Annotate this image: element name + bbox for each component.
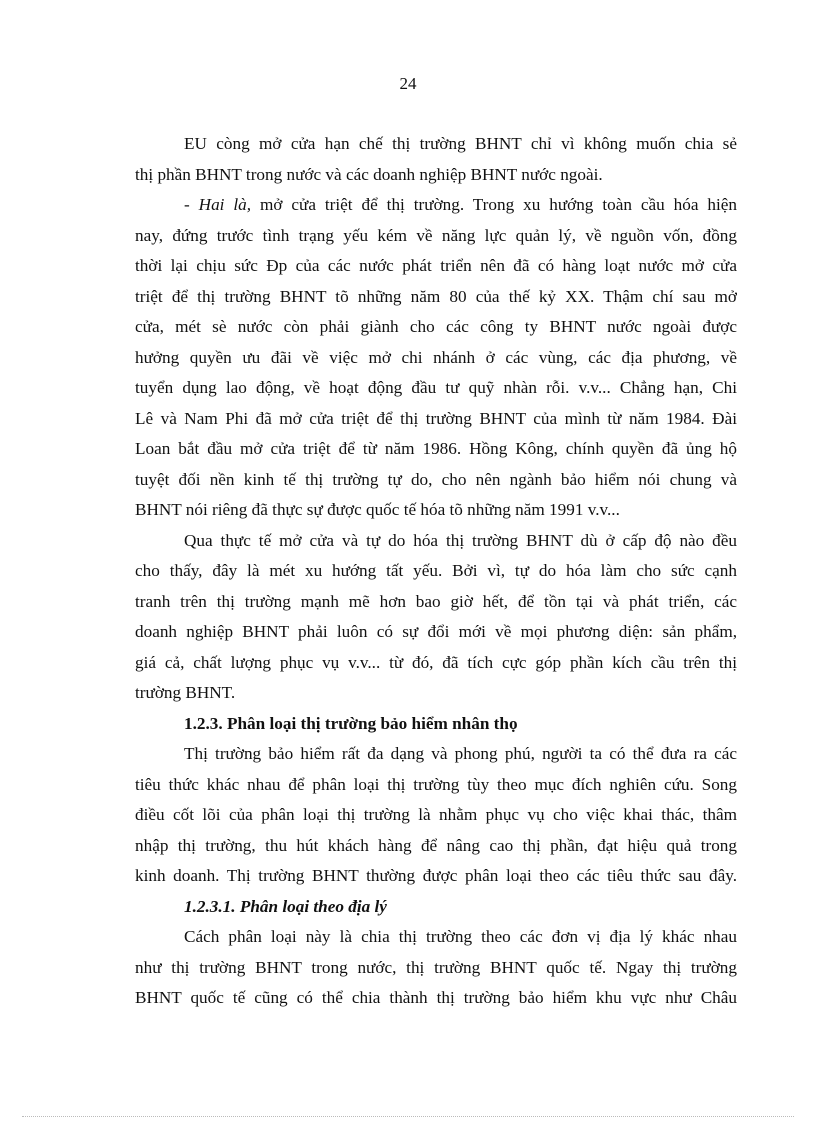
- paragraph-5-line-1: Cách phân loại này là chia thị trường theo các đơn vị địa lý khác nhau: [184, 927, 737, 946]
- paragraph-2-line-4: triệt để thị trường BHNT tõ những năm 80 của thế kỷ XX. Thậm chí sau mở: [135, 286, 737, 306]
- dash-prefix: -: [184, 195, 199, 214]
- section-heading-1-2-3-1: 1.2.3.1. Phân loại theo địa lý: [184, 896, 387, 916]
- paragraph-3-line-5: giá cả, chất lượng phục vụ v.v... từ đó, đã tích cực góp phần kích cầu trên thị: [135, 652, 737, 672]
- page-number: 24: [399, 74, 417, 93]
- paragraph-5-line-3: BHNT quốc tế cũng có thể chia thành thị trường bảo hiểm khu vực như Châu: [135, 988, 737, 1007]
- paragraph-2-line-1-rest: mở cửa triệt để thị trường. Trong xu hướng toàn cầu hóa hiện: [251, 195, 737, 214]
- page-body: [135, 129, 737, 1014]
- paragraph-2-line-9: Loan bắt đầu mở cửa triệt để từ năm 1986. Hồng Kông, chính quyền đã ủng hộ: [135, 439, 737, 458]
- paragraph-4-line-2: tiêu thức khác nhau để phân loại thị trường tùy theo mục đích nghiên cứu. Song: [135, 774, 737, 794]
- paragraph-2-line-2: nay, đứng trước tình trạng yếu kém về năng lực quản lý, về nguồn vốn, đồng: [135, 225, 737, 245]
- paragraph-3-line-4: doanh nghiệp BHNT phải luôn có sự đổi mới về mọi phương diện: sản phẩm,: [135, 622, 737, 641]
- paragraph-5-line-2: như thị trường BHNT trong nước, thị trường BHNT quốc tế. Ngay thị trường: [135, 957, 737, 977]
- paragraph-1-line-2: thị phần BHNT trong nước và các doanh nghiệp BHNT nước ngoài.: [135, 164, 603, 184]
- paragraph-4-line-4: nhập thị trường, thu hút khách hàng để nâng cao thị phần, đạt hiệu quả trong: [135, 835, 737, 855]
- paragraph-4-line-3: điều cốt lõi của phân loại thị trường là nhằm phục vụ cho việc khai thác, thâm: [135, 805, 737, 824]
- paragraph-3-line-1: Qua thực tế mở cửa và tự do hóa thị trường BHNT dù ở cấp độ nào đều: [184, 530, 737, 550]
- paragraph-2-line-5: cửa, mét sè nước còn phải giành cho các công ty BHNT nước ngoài được: [135, 317, 737, 336]
- paragraph-1-line-1: EU còng mở cửa hạn chế thị trường BHNT chỉ vì không muốn chia sẻ: [184, 134, 737, 153]
- paragraph-4-line-5: kinh doanh. Thị trường BHNT thường được phân loại theo các tiêu thức sau đây.: [135, 866, 737, 885]
- paragraph-2-line-7: tuyển dụng lao động, về hoạt động đầu tư quỹ nhàn rỗi. v.v... Chẳng hạn, Chi: [135, 378, 737, 397]
- paragraph-2-line-11: BHNT nói riêng đã thực sự được quốc tế hóa tõ những năm 1991 v.v...: [135, 500, 620, 519]
- paragraph-2-line-8: Lê và Nam Phi đã mở cửa triệt để thị trường BHNT của mình từ năm 1984. Đài: [135, 408, 737, 428]
- paragraph-3-line-6: trường BHNT.: [135, 683, 236, 702]
- paragraph-2-line-6: hưởng quyền ưu đãi về việc mở chi nhánh ở các vùng, các địa phương, về: [135, 347, 737, 367]
- section-heading-1-2-3: 1.2.3. Phân loại thị trường bảo hiểm nhân thọ: [184, 713, 518, 733]
- page-bottom-divider: [22, 1116, 794, 1117]
- paragraph-3-line-3: tranh trên thị trường mạnh mẽ hơn bao giờ hết, để tồn tại và phát triển, các: [135, 591, 737, 611]
- paragraph-3-line-2: cho thấy, đây là mét xu hướng tất yếu. Bởi vì, tự do hóa làm cho sức cạnh: [135, 561, 737, 580]
- paragraph-4-line-1: Thị trường bảo hiểm rất đa dạng và phong phú, người ta có thể đưa ra các: [184, 744, 737, 763]
- italic-phrase: Hai là,: [198, 195, 252, 214]
- paragraph-2-line-3: thời lại chịu sức Đp của các nước phát triển nên đã có hàng loạt nước mở cửa: [135, 256, 737, 275]
- paragraph-2-line-1: [135, 190, 737, 221]
- paragraph-2-line-10: tuyệt đối nền kinh tế thị trường tự do, cho nên ngành bảo hiểm nói chung và: [135, 469, 737, 489]
